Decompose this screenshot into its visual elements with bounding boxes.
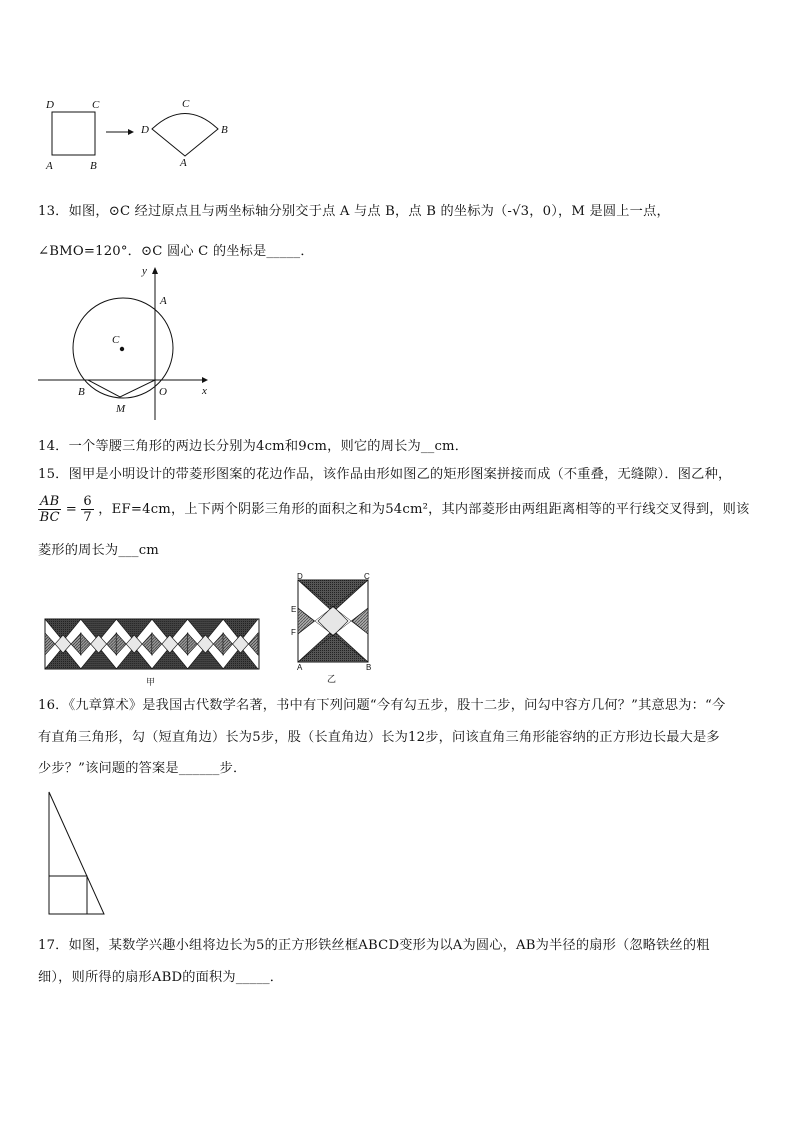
chords-bm-mo xyxy=(88,380,155,397)
q15-text-line2 xyxy=(38,494,749,525)
value-denominator: 7 xyxy=(83,510,92,525)
q15-text-line3: 菱形的周长为___cm xyxy=(38,543,159,558)
fraction-denominator: BC xyxy=(39,510,60,525)
q17-text-line2: 细），则所得的扇形ABD的面积为_____． xyxy=(38,970,284,985)
q13-text-line2: ∠BMO=120°．⊙C 圆心 C 的坐标是_____． xyxy=(38,244,314,259)
label-o: O xyxy=(159,386,167,398)
q17-text-line1: 17．如图，某数学兴趣小组将边长为5的正方形铁丝框ABCD变形为以A为圆心，AB为半径的扇形（忽略铁丝的粗 xyxy=(38,938,710,953)
arrow-head-icon xyxy=(128,129,134,135)
label-a: A xyxy=(160,295,167,307)
q13-circle-figure xyxy=(36,262,216,422)
q16-text-line2: 有直角三角形，勾（短直角边）长为5步，股（长直角边）长为12步，问该直角三角形能容纳的正方形边长最大是多 xyxy=(38,730,720,745)
equals-sign: = xyxy=(65,502,77,517)
y-axis-arrow-icon xyxy=(152,267,158,274)
label-tile-f: F xyxy=(291,628,296,637)
fraction-six-sevenths xyxy=(81,494,93,525)
q14-text-line1: 14．一个等腰三角形的两边长分别为4cm和9cm，则它的周长为__cm． xyxy=(38,439,469,454)
caption-yi: 乙 xyxy=(327,675,337,685)
label-tile-b: B xyxy=(366,663,372,672)
label-y: y xyxy=(142,265,147,277)
label-c: C xyxy=(112,334,120,346)
label-m: M xyxy=(116,403,126,415)
label-square-d: D xyxy=(46,99,54,111)
value-numerator: 6 xyxy=(83,494,92,509)
label-sector-a: A xyxy=(180,157,187,169)
center-point-c xyxy=(120,347,124,351)
label-sector-d: D xyxy=(141,124,149,136)
square-to-sector-figure xyxy=(40,96,250,176)
label-sector-c: C xyxy=(182,98,190,110)
label-x: x xyxy=(202,385,207,397)
fraction-ab-bc xyxy=(38,494,61,525)
label-tile-a: A xyxy=(297,663,303,672)
inscribed-square xyxy=(49,876,87,914)
x-axis-arrow-icon xyxy=(202,377,208,383)
label-b: B xyxy=(78,386,85,398)
right-triangle xyxy=(49,792,104,914)
right-triangle-square-figure xyxy=(44,788,110,920)
label-tile-c: C xyxy=(364,572,370,581)
fraction-numerator: AB xyxy=(40,494,60,509)
label-square-b: B xyxy=(90,160,97,172)
q16-text-line3: 少步？”该问题的答案是______步． xyxy=(38,761,247,776)
q16-text-line1: 16．《九章算术》是我国古代数学名著，书中有下列问题“今有勾五步，股十二步，问勾中容方几何？”其意思为：“今 xyxy=(38,698,726,713)
q13-text-line1: 13．如图，⊙C 经过原点且与两坐标轴分别交于点 A 与点 B，点 B 的坐标为（-√3，0），M 是圆上一点， xyxy=(38,204,670,219)
square-abcd xyxy=(52,112,95,155)
sector-abd xyxy=(152,114,218,157)
q15-text-line2-rest: ，EF=4cm，上下两个阴影三角形的面积之和为54cm²，其内部菱形由两组距离相等的平行线交叉得到，则该 xyxy=(98,502,750,517)
lace-strip-figure xyxy=(44,618,260,672)
label-sector-b: B xyxy=(221,124,228,136)
q15-text-line1: 15．图甲是小明设计的带菱形图案的花边作品，该作品由形如图乙的矩形图案拼接而成（不重叠，无缝隙）．图乙种， xyxy=(38,467,732,482)
label-square-c: C xyxy=(92,99,100,111)
label-tile-d: D xyxy=(297,572,303,581)
caption-jia: 甲 xyxy=(146,678,156,688)
label-tile-e: E xyxy=(291,605,297,614)
rectangle-tile-figure xyxy=(288,572,380,672)
label-square-a: A xyxy=(46,160,53,172)
